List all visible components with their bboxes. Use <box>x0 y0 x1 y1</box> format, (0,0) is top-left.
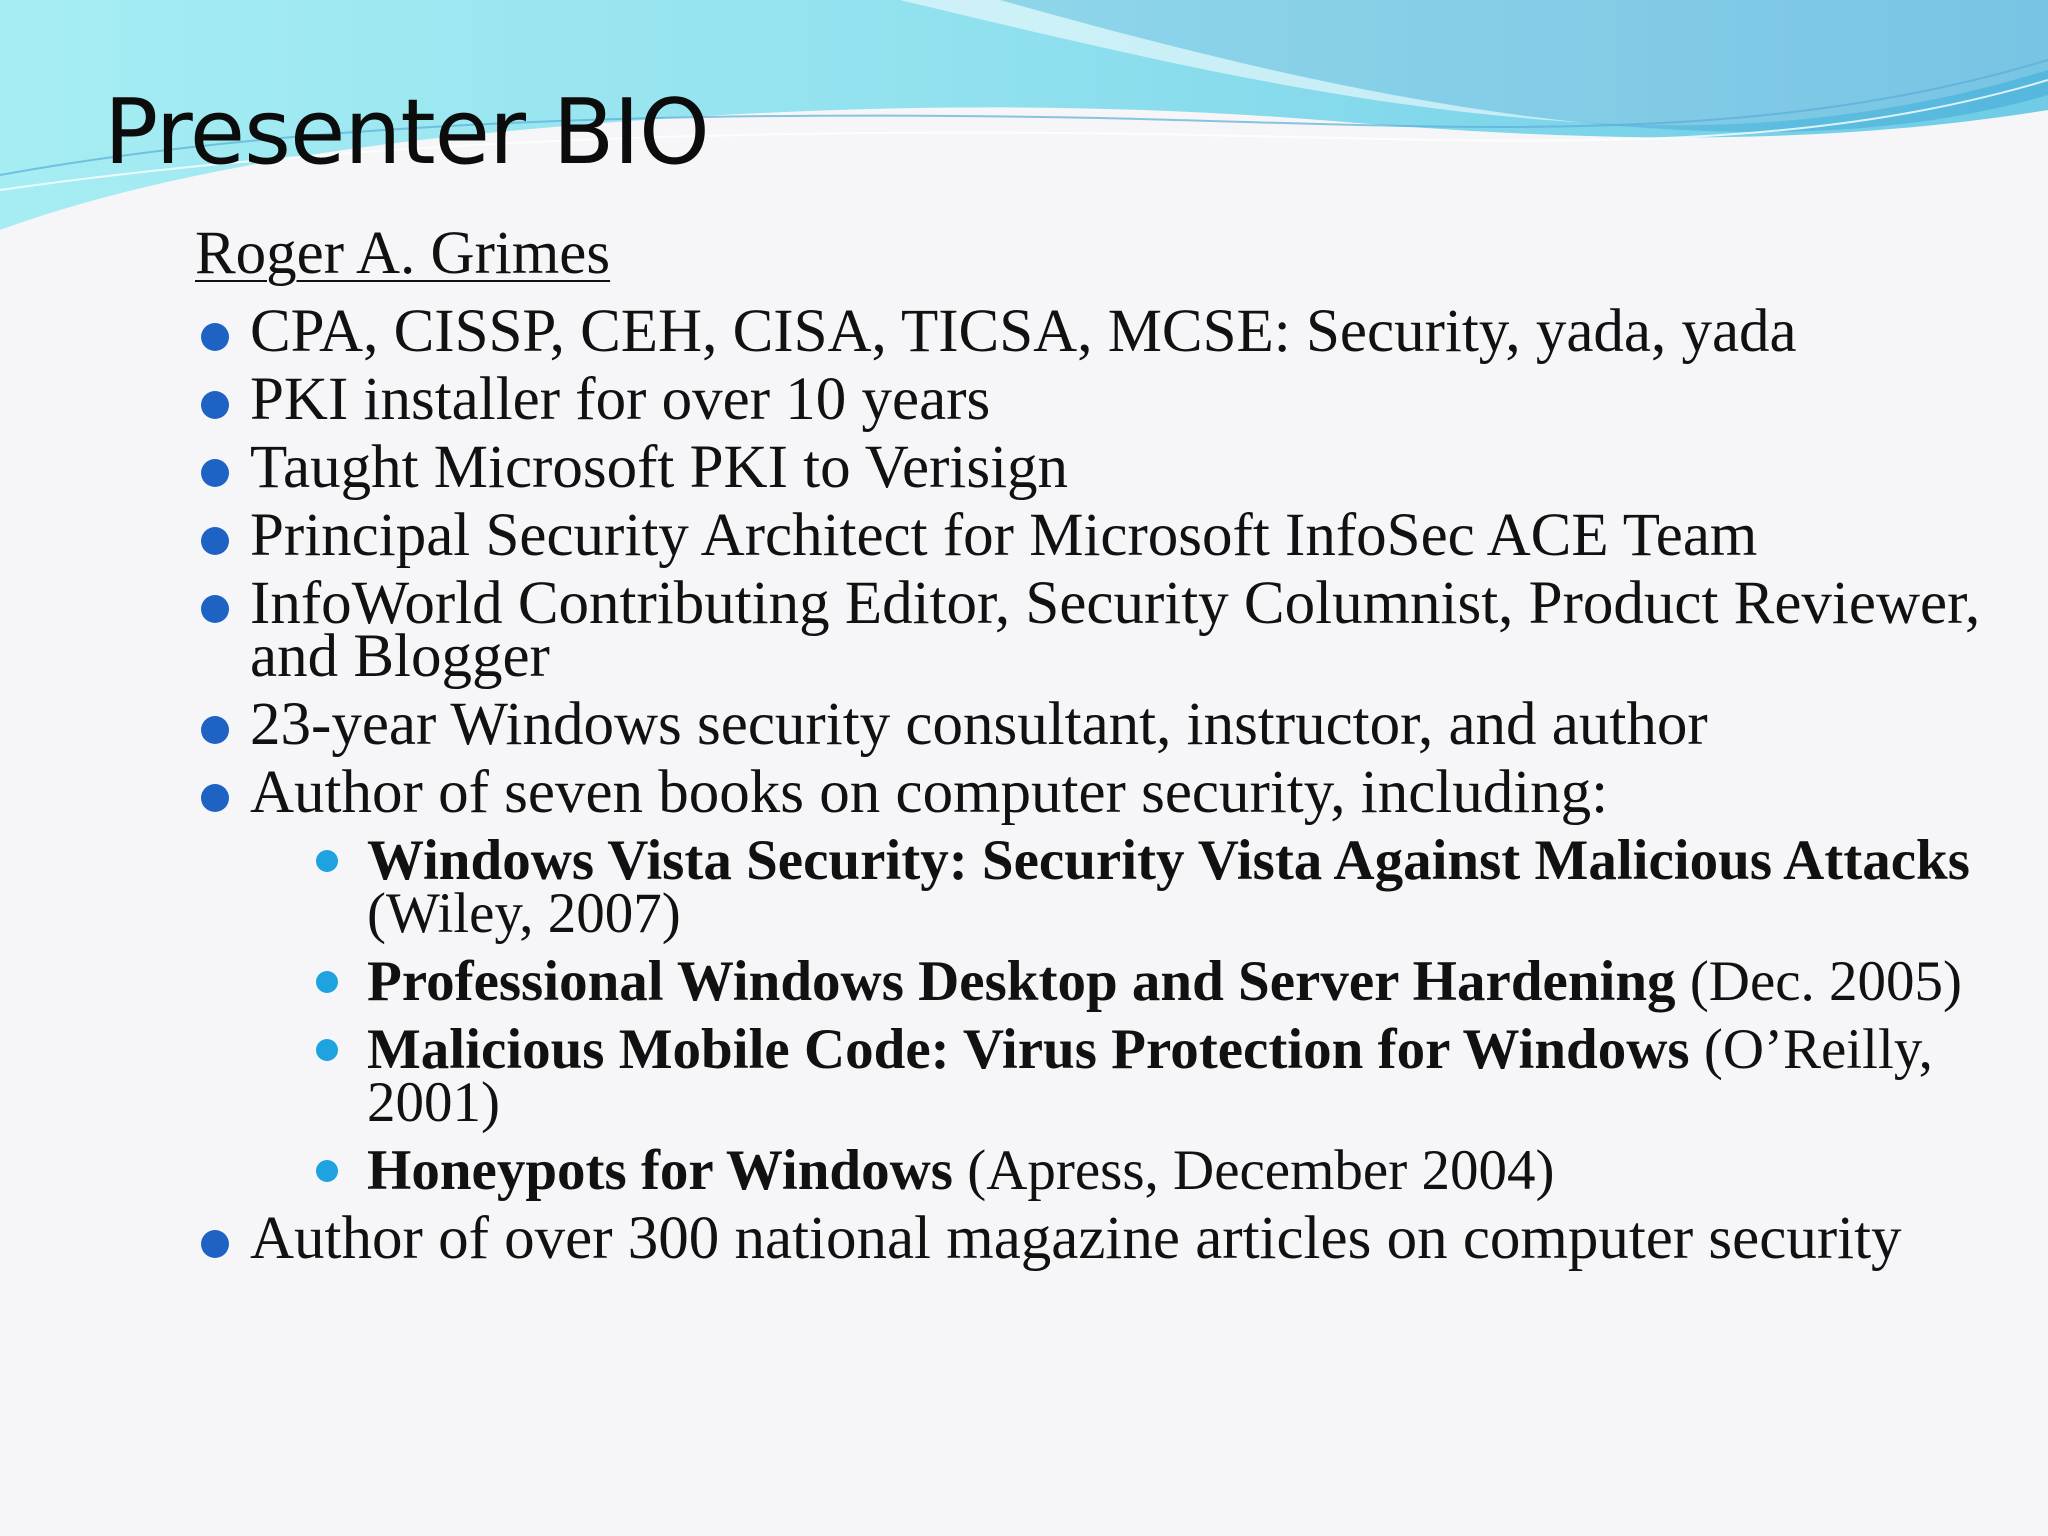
book-detail: (Apress, December 2004) <box>952 1139 1555 1202</box>
sub-bullet-dot-icon <box>316 971 338 993</box>
bullet-text: PKI installer for over 10 years <box>250 366 991 433</box>
book-title: Honeypots for Windows <box>367 1139 953 1202</box>
presenter-name: Roger A. Grimes <box>195 220 611 287</box>
book-item <box>250 1018 2025 1134</box>
book-title: Windows Vista Security: Security Vista Against Malicious Attacks <box>367 829 1970 892</box>
book-list <box>250 829 2025 1202</box>
book-title: Malicious Mobile Code: Virus Protection for Windows <box>367 1018 1690 1081</box>
bullet-text: 23-year Windows security consultant, instructor, and author <box>250 691 1708 758</box>
bullet-text: InfoWorld Contributing Editor, Security Columnist, Product Reviewer, and Blogger <box>250 570 1981 690</box>
bullet-dot-icon <box>201 595 229 623</box>
book-item <box>250 950 2025 1013</box>
bullet-text: Author of over 300 national magazine articles on computer security <box>250 1205 1902 1272</box>
bullet-dot-icon <box>201 391 229 419</box>
book-detail: (Wiley, 2007) <box>367 882 681 945</box>
book-item <box>250 829 2025 945</box>
bullet-item <box>195 1205 2025 1272</box>
book-item <box>250 1139 2025 1202</box>
sub-bullet-dot-icon <box>316 1160 338 1182</box>
bullet-text: Principal Security Architect for Microsoft InfoSec ACE Team <box>250 502 1758 569</box>
bullet-item <box>195 298 2025 365</box>
sub-bullet-dot-icon <box>316 850 338 872</box>
bio-bullet-list <box>195 298 2025 1272</box>
bullet-text: CPA, CISSP, CEH, CISA, TICSA, MCSE: Security, yada, yada <box>250 298 1797 365</box>
bullet-item-books <box>195 759 2025 1202</box>
bullet-item <box>195 366 2025 433</box>
bullet-dot-icon <box>201 459 229 487</box>
bullet-text: Author of seven books on computer security, including: <box>250 759 1609 826</box>
sub-bullet-dot-icon <box>316 1039 338 1061</box>
bullet-item <box>195 502 2025 569</box>
bullet-dot-icon <box>201 527 229 555</box>
bullet-dot-icon <box>201 323 229 351</box>
bullet-item <box>195 434 2025 501</box>
book-detail: (O’Reilly, 2001) <box>367 1018 1933 1134</box>
book-detail: (Dec. 2005) <box>1675 950 1963 1013</box>
bio-content <box>195 218 2025 1272</box>
bullet-dot-icon <box>201 716 229 744</box>
slide-title: Presenter BIO <box>104 80 709 185</box>
bullet-text: Taught Microsoft PKI to Verisign <box>250 434 1069 501</box>
bullet-dot-icon <box>201 1230 229 1258</box>
bullet-item <box>195 691 2025 758</box>
book-title: Professional Windows Desktop and Server Hardening <box>367 950 1676 1013</box>
bullet-item <box>195 570 2025 690</box>
bullet-dot-icon <box>201 784 229 812</box>
